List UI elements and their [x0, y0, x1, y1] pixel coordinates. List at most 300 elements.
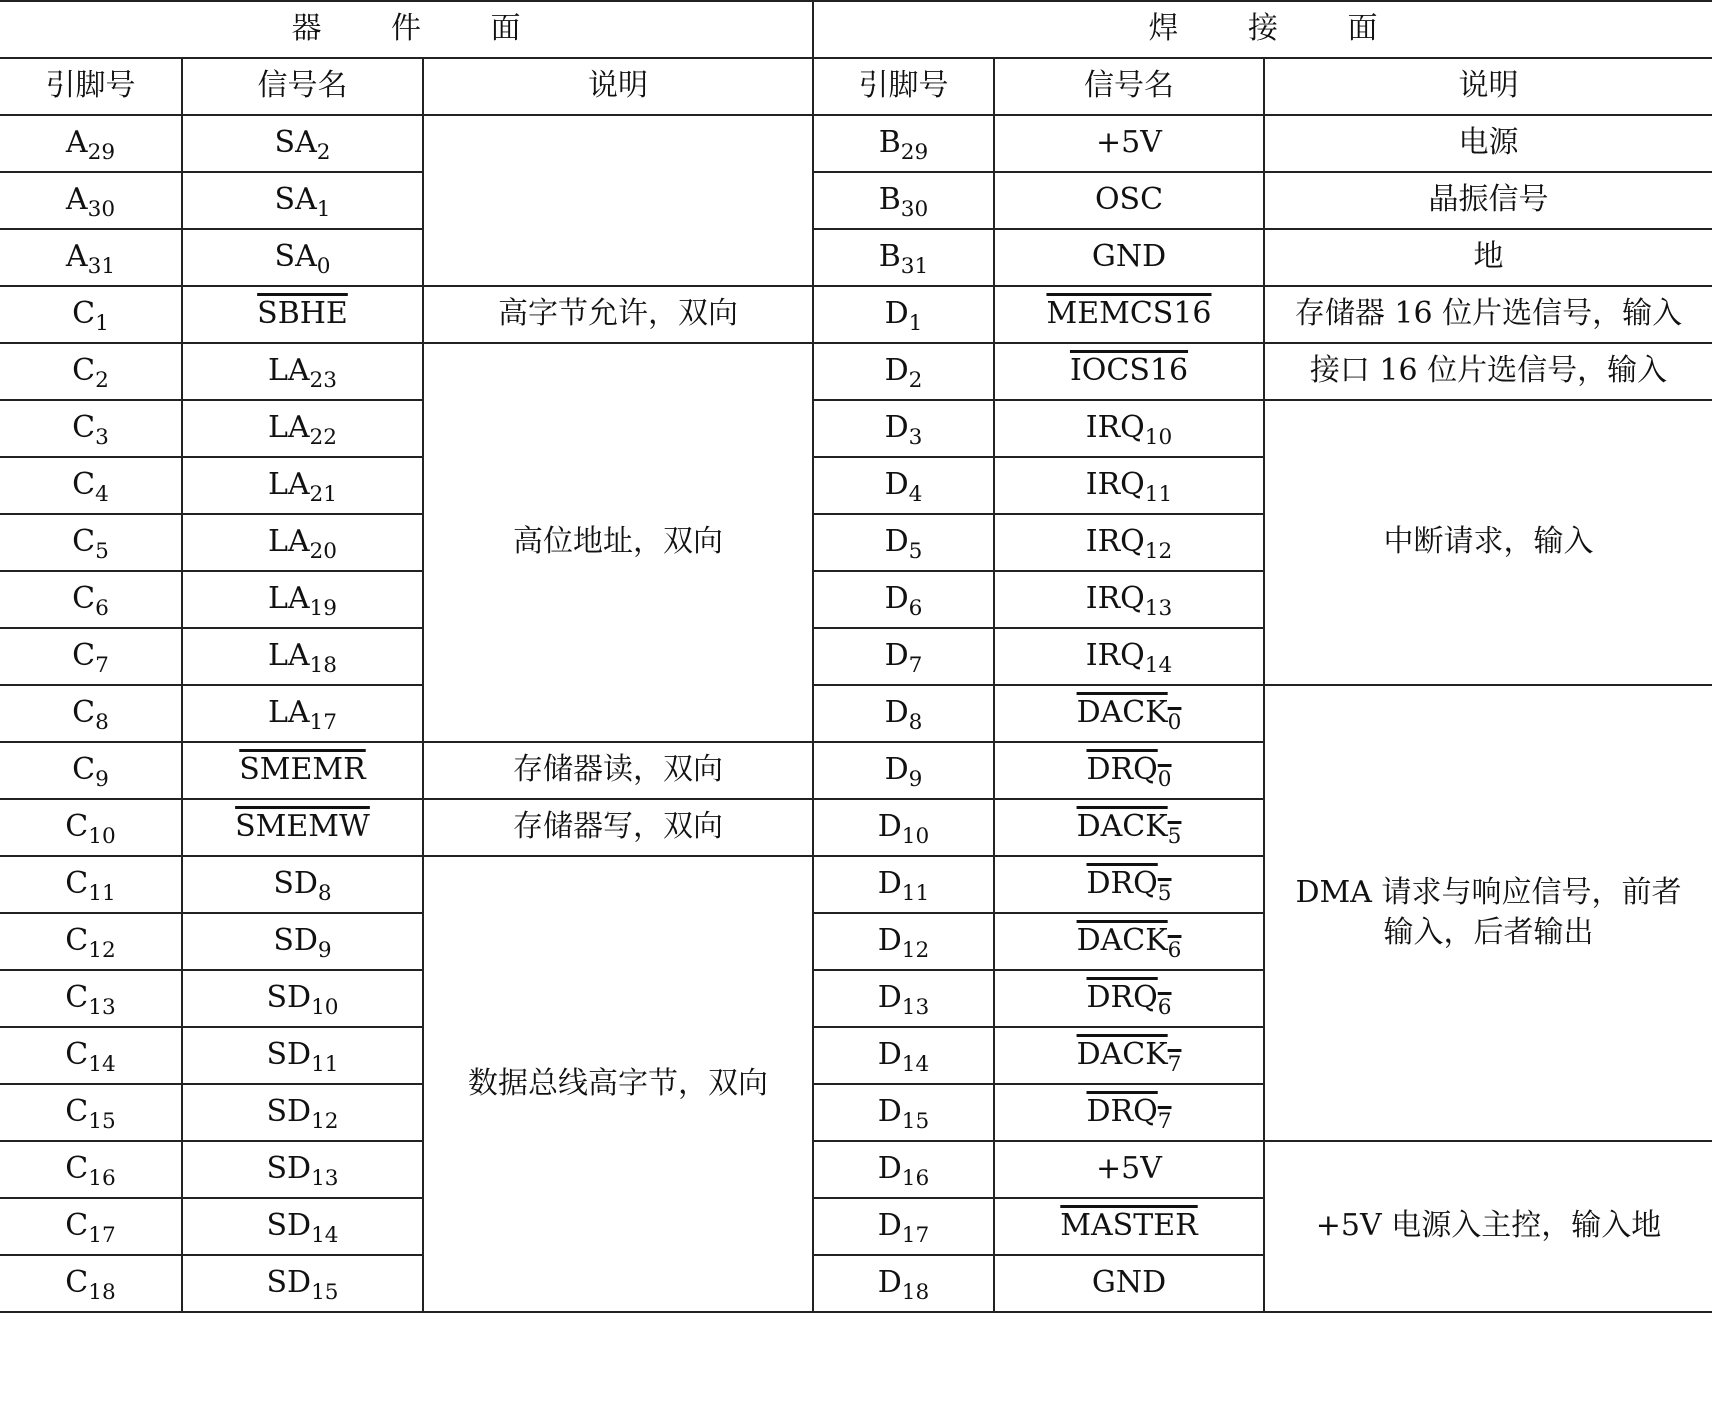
right-signal-subscript: 10	[1144, 425, 1173, 451]
right-pin-subscript: 2	[908, 368, 923, 394]
left-pin-base: A	[65, 239, 88, 275]
table-row	[0, 685, 1712, 742]
right-signal-cell	[994, 628, 1264, 685]
right-pin-cell	[813, 1027, 994, 1084]
right-signal-cell	[994, 571, 1264, 628]
left-pin-base: C	[65, 980, 89, 1016]
right-signal-cell	[994, 286, 1264, 343]
desc-power: 电源	[1264, 115, 1712, 172]
left-signal-text	[239, 752, 365, 787]
left-pin-base: C	[65, 1208, 89, 1244]
left-signal-base: SA	[274, 239, 317, 275]
left-signal-text	[273, 923, 332, 964]
right-pin-text	[877, 1037, 930, 1078]
table-row	[0, 343, 1712, 400]
right-pin-base: B	[878, 125, 901, 161]
right-signal-subscript: 5	[1167, 824, 1182, 850]
right-pin-text	[884, 410, 923, 451]
right-pin-cell	[813, 913, 994, 970]
desc-master: +5V 电源入主控，输入地	[1264, 1141, 1712, 1312]
right-signal-subscript: 12	[1144, 539, 1173, 565]
left-pin-cell	[0, 229, 182, 286]
right-pin-subscript: 14	[901, 1052, 930, 1078]
desc-sbhe: 高字节允许，双向	[423, 286, 813, 343]
left-pin-subscript: 6	[95, 596, 109, 622]
right-signal-cell	[994, 172, 1264, 229]
left-signal-text	[266, 1208, 339, 1249]
left-signal-subscript: 21	[309, 482, 338, 508]
left-desc-header: 说明	[423, 58, 813, 115]
left-signal-text	[274, 182, 331, 223]
desc-dma	[1264, 685, 1712, 1141]
left-signal-text	[235, 809, 370, 844]
right-signal-text	[1060, 1208, 1197, 1243]
left-signal-base: SD	[266, 980, 312, 1016]
left-pin-subscript: 9	[95, 767, 109, 793]
left-pin-base: C	[72, 638, 96, 674]
right-signal-base: IRQ	[1085, 467, 1145, 503]
right-signal-text	[1046, 296, 1211, 331]
left-pin-cell	[0, 799, 182, 856]
right-pin-subscript: 11	[901, 881, 930, 907]
left-pin-text	[65, 923, 116, 964]
left-pin-text	[65, 182, 116, 223]
right-pin-subscript: 10	[901, 824, 930, 850]
right-signal-subscript: 6	[1157, 995, 1172, 1021]
left-signal-base: SD	[266, 1208, 312, 1244]
right-pin-text	[884, 752, 923, 793]
left-pin-subscript: 15	[88, 1109, 116, 1135]
right-signal-subscript: 7	[1157, 1109, 1172, 1135]
left-pin-subscript: 31	[87, 254, 116, 280]
left-signal-subscript: 18	[309, 653, 338, 679]
left-signal-subscript: 11	[311, 1052, 339, 1078]
component-side-title: 器 件 面	[0, 1, 813, 58]
section-header-row	[0, 1, 1712, 58]
right-pin-text	[878, 125, 929, 166]
left-signal-base: SD	[266, 1094, 312, 1130]
left-signal-base: SD	[273, 923, 318, 959]
left-pin-cell	[0, 1027, 182, 1084]
right-signal-cell	[994, 970, 1264, 1027]
left-pin-cell	[0, 856, 182, 913]
right-pin-text	[884, 695, 923, 736]
right-pin-subscript: 30	[900, 197, 929, 223]
right-pin-subscript: 9	[908, 767, 923, 793]
left-signal-cell	[182, 799, 423, 856]
right-signal-cell	[994, 685, 1264, 742]
left-pin-subscript: 11	[88, 881, 116, 907]
left-pin-subscript: 14	[88, 1052, 116, 1078]
left-signal-base: LA	[267, 638, 310, 674]
left-signal-base: LA	[267, 581, 310, 617]
right-pin-text	[877, 1151, 930, 1192]
left-pin-text	[65, 1094, 116, 1135]
left-pin-subscript: 29	[87, 140, 116, 166]
right-signal-text	[1076, 809, 1182, 850]
right-signal-subscript: 6	[1167, 938, 1182, 964]
right-pin-base: D	[884, 638, 909, 674]
left-pin-base: A	[65, 182, 88, 218]
left-signal-cell	[182, 685, 423, 742]
right-signal-base: MASTER	[1060, 1208, 1198, 1244]
right-pin-cell	[813, 1141, 994, 1198]
right-pin-subscript: 6	[908, 596, 923, 622]
left-signal-text	[257, 296, 348, 331]
right-pin-base: D	[877, 1265, 902, 1301]
right-signal-cell	[994, 856, 1264, 913]
right-signal-base: IRQ	[1085, 638, 1145, 674]
left-pin-cell	[0, 514, 182, 571]
left-signal-cell	[182, 571, 423, 628]
right-pin-text	[884, 353, 923, 394]
table-row	[0, 172, 1712, 229]
left-pin-base: C	[65, 923, 89, 959]
left-signal-subscript: 20	[309, 539, 338, 565]
desc-memcs16: 存储器 16 位片选信号，输入	[1264, 286, 1712, 343]
left-signal-subscript: 19	[309, 596, 338, 622]
left-signal-base: LA	[267, 524, 310, 560]
right-signal-subscript: 7	[1167, 1052, 1182, 1078]
right-pin-cell	[813, 1084, 994, 1141]
right-signal-cell	[994, 115, 1264, 172]
desc-high-address: 高位地址，双向	[423, 343, 813, 742]
left-signal-subscript: 22	[309, 425, 338, 451]
left-pin-subscript: 18	[88, 1280, 116, 1306]
desc-osc: 晶振信号	[1264, 172, 1712, 229]
left-pin-base: C	[72, 752, 96, 788]
right-pin-subscript: 5	[908, 539, 923, 565]
right-pin-text	[877, 980, 930, 1021]
left-pin-subscript: 5	[95, 539, 109, 565]
right-pin-subscript: 15	[901, 1109, 930, 1135]
right-signal-base: DACK	[1076, 809, 1168, 845]
left-pin-text	[65, 1265, 116, 1306]
right-signal-text	[1086, 752, 1172, 793]
left-pin-text	[72, 467, 109, 508]
left-signal-header: 信号名	[182, 58, 423, 115]
left-pin-base: C	[72, 695, 96, 731]
right-pin-base: D	[884, 695, 909, 731]
left-signal-subscript: 15	[311, 1280, 339, 1306]
left-pin-cell	[0, 1084, 182, 1141]
right-pin-base: D	[884, 296, 909, 332]
left-signal-subscript: 9	[317, 938, 332, 964]
left-signal-cell	[182, 742, 423, 799]
left-signal-text	[266, 1094, 339, 1135]
left-pin-base: C	[65, 809, 89, 845]
right-signal-text	[1086, 1094, 1172, 1135]
left-signal-subscript: 14	[311, 1223, 339, 1249]
left-signal-cell	[182, 286, 423, 343]
left-pin-base: C	[72, 410, 96, 446]
left-signal-base: LA	[267, 410, 310, 446]
right-signal-cell	[994, 799, 1264, 856]
right-signal-text	[1076, 923, 1182, 964]
left-pin-subscript: 16	[88, 1166, 116, 1192]
right-pin-header: 引脚号	[813, 58, 994, 115]
left-signal-base: SMEMR	[239, 752, 366, 788]
left-pin-cell	[0, 1198, 182, 1255]
right-signal-base: DRQ	[1086, 752, 1158, 788]
table-row	[0, 286, 1712, 343]
left-signal-text	[267, 695, 338, 736]
right-signal-text	[1096, 1151, 1162, 1186]
left-signal-base: SD	[266, 1151, 312, 1187]
right-pin-subscript: 4	[908, 482, 923, 508]
left-pin-subscript: 7	[95, 653, 109, 679]
right-desc-header: 说明	[1264, 58, 1712, 115]
left-pin-subscript: 17	[88, 1223, 116, 1249]
left-signal-base: SA	[274, 182, 317, 218]
right-signal-base: IOCS16	[1069, 353, 1189, 389]
left-signal-cell	[182, 1255, 423, 1312]
right-signal-text	[1092, 1265, 1166, 1300]
right-pin-base: D	[877, 1037, 902, 1073]
left-signal-text	[266, 1037, 339, 1078]
right-signal-text	[1096, 125, 1162, 160]
table-row	[0, 1141, 1712, 1198]
right-pin-cell	[813, 685, 994, 742]
right-pin-text	[877, 809, 930, 850]
left-pin-subscript: 12	[88, 938, 116, 964]
right-pin-base: D	[884, 524, 909, 560]
left-signal-subscript: 12	[311, 1109, 339, 1135]
left-pin-subscript: 3	[95, 425, 109, 451]
left-pin-text	[65, 1037, 116, 1078]
right-pin-text	[884, 467, 923, 508]
table-row	[0, 229, 1712, 286]
left-pin-base: C	[72, 524, 96, 560]
left-signal-cell	[182, 1084, 423, 1141]
left-pin-subscript: 8	[95, 710, 109, 736]
right-pin-cell	[813, 742, 994, 799]
left-pin-base: C	[65, 1151, 89, 1187]
left-pin-subscript: 13	[88, 995, 116, 1021]
left-signal-cell	[182, 1198, 423, 1255]
left-signal-cell	[182, 172, 423, 229]
right-pin-text	[878, 239, 929, 280]
right-signal-text	[1095, 182, 1163, 217]
right-pin-subscript: 7	[908, 653, 923, 679]
right-signal-cell	[994, 400, 1264, 457]
right-signal-subscript: 14	[1144, 653, 1173, 679]
right-pin-base: B	[878, 182, 901, 218]
table-row	[0, 400, 1712, 457]
left-signal-subscript: 0	[316, 254, 331, 280]
left-signal-text	[267, 410, 338, 451]
right-signal-cell	[994, 343, 1264, 400]
left-pin-text	[72, 752, 109, 793]
left-signal-subscript: 13	[311, 1166, 339, 1192]
right-pin-cell	[813, 400, 994, 457]
left-pin-text	[65, 809, 116, 850]
left-pin-cell	[0, 457, 182, 514]
left-pin-subscript: 2	[95, 368, 109, 394]
right-signal-text	[1070, 353, 1188, 388]
desc-dma-line: DMA 请求与响应信号，前者	[1295, 874, 1682, 910]
right-pin-cell	[813, 286, 994, 343]
right-pin-cell	[813, 115, 994, 172]
left-pin-cell	[0, 571, 182, 628]
left-pin-cell	[0, 286, 182, 343]
left-signal-base: LA	[267, 353, 310, 389]
left-pin-text	[72, 638, 109, 679]
right-signal-cell	[994, 913, 1264, 970]
left-signal-cell	[182, 343, 423, 400]
right-pin-subscript: 13	[901, 995, 930, 1021]
right-signal-base: +5V	[1096, 1151, 1162, 1187]
right-pin-cell	[813, 229, 994, 286]
right-pin-cell	[813, 571, 994, 628]
desc-smemr: 存储器读，双向	[423, 742, 813, 799]
left-signal-cell	[182, 1027, 423, 1084]
right-pin-base: D	[877, 1151, 902, 1187]
right-signal-cell	[994, 1141, 1264, 1198]
left-signal-cell	[182, 457, 423, 514]
right-pin-base: B	[878, 239, 901, 275]
right-signal-subscript: 0	[1167, 710, 1182, 736]
desc-data-high-byte: 数据总线高字节，双向	[423, 856, 813, 1312]
left-pin-cell	[0, 913, 182, 970]
right-pin-cell	[813, 172, 994, 229]
right-signal-text	[1086, 866, 1172, 907]
right-pin-base: D	[877, 809, 902, 845]
right-signal-subscript: 11	[1144, 482, 1173, 508]
right-pin-text	[877, 866, 930, 907]
right-pin-cell	[813, 628, 994, 685]
left-signal-subscript: 23	[309, 368, 338, 394]
right-pin-base: D	[877, 1094, 902, 1130]
left-pin-cell	[0, 172, 182, 229]
left-signal-cell	[182, 1141, 423, 1198]
right-signal-cell	[994, 1255, 1264, 1312]
desc-ground: 地	[1264, 229, 1712, 286]
left-pin-text	[72, 524, 109, 565]
left-desc-empty	[423, 115, 813, 286]
left-pin-subscript: 10	[88, 824, 116, 850]
right-signal-base: DACK	[1076, 923, 1168, 959]
right-signal-text	[1085, 524, 1173, 565]
left-pin-cell	[0, 115, 182, 172]
left-signal-cell	[182, 115, 423, 172]
right-signal-text	[1076, 695, 1182, 736]
right-signal-base: IRQ	[1085, 581, 1145, 617]
left-pin-base: C	[65, 1265, 89, 1301]
right-pin-subscript: 12	[901, 938, 930, 964]
right-pin-text	[877, 923, 930, 964]
left-signal-cell	[182, 970, 423, 1027]
right-signal-base: +5V	[1096, 125, 1162, 161]
left-pin-cell	[0, 343, 182, 400]
left-pin-text	[65, 1208, 116, 1249]
right-signal-base: DRQ	[1086, 866, 1158, 902]
solder-side-title: 焊 接 面	[813, 1, 1712, 58]
right-signal-text	[1086, 980, 1172, 1021]
right-pin-base: D	[877, 980, 902, 1016]
left-pin-text	[65, 125, 116, 166]
left-pin-text	[65, 1151, 116, 1192]
left-signal-subscript: 10	[311, 995, 339, 1021]
left-signal-text	[274, 125, 331, 166]
desc-dma-line: 输入，后者输出	[1383, 915, 1594, 950]
left-signal-cell	[182, 514, 423, 571]
left-signal-base: SD	[266, 1037, 312, 1073]
right-signal-text	[1085, 638, 1173, 679]
right-pin-cell	[813, 856, 994, 913]
left-pin-cell	[0, 1255, 182, 1312]
left-pin-text	[65, 239, 116, 280]
right-pin-subscript: 17	[901, 1223, 930, 1249]
left-signal-text	[266, 1151, 339, 1192]
left-pin-text	[65, 980, 116, 1021]
left-signal-base: LA	[267, 467, 310, 503]
left-signal-subscript: 8	[317, 881, 332, 907]
right-pin-cell	[813, 799, 994, 856]
right-signal-text	[1085, 467, 1173, 508]
left-pin-text	[72, 353, 109, 394]
left-signal-base: SD	[266, 1265, 312, 1301]
left-signal-base: SD	[273, 866, 318, 902]
left-pin-base: C	[65, 866, 89, 902]
left-pin-base: C	[65, 1094, 89, 1130]
left-signal-cell	[182, 913, 423, 970]
right-pin-base: D	[884, 353, 909, 389]
desc-irq: 中断请求，输入	[1264, 400, 1712, 685]
right-pin-text	[878, 182, 929, 223]
left-signal-text	[267, 638, 338, 679]
right-signal-base: IRQ	[1085, 524, 1145, 560]
right-pin-subscript: 8	[908, 710, 923, 736]
left-pin-text	[72, 410, 109, 451]
right-signal-base: GND	[1091, 1265, 1167, 1301]
left-signal-base: SBHE	[257, 296, 348, 332]
left-pin-base: A	[65, 125, 88, 161]
right-pin-cell	[813, 1255, 994, 1312]
right-signal-base: GND	[1091, 239, 1167, 275]
right-pin-subscript: 18	[901, 1280, 930, 1306]
right-signal-cell	[994, 1027, 1264, 1084]
left-pin-subscript: 30	[87, 197, 116, 223]
left-pin-cell	[0, 400, 182, 457]
right-signal-text	[1076, 1037, 1182, 1078]
desc-smemw: 存储器写，双向	[423, 799, 813, 856]
left-signal-text	[267, 353, 338, 394]
left-signal-text	[266, 1265, 339, 1306]
left-pin-base: C	[72, 467, 96, 503]
right-signal-cell	[994, 1198, 1264, 1255]
right-pin-subscript: 3	[908, 425, 923, 451]
right-pin-subscript: 16	[901, 1166, 930, 1192]
right-signal-subscript: 5	[1157, 881, 1172, 907]
right-signal-subscript: 13	[1144, 596, 1173, 622]
desc-iocs16: 接口 16 位片选信号，输入	[1264, 343, 1712, 400]
left-signal-cell	[182, 628, 423, 685]
left-signal-text	[266, 980, 339, 1021]
right-pin-base: D	[877, 866, 902, 902]
left-pin-text	[72, 581, 109, 622]
left-pin-base: C	[72, 353, 96, 389]
left-signal-text	[274, 239, 331, 280]
right-signal-base: IRQ	[1085, 410, 1145, 446]
right-pin-text	[877, 1208, 930, 1249]
right-signal-cell	[994, 457, 1264, 514]
right-pin-subscript: 29	[900, 140, 929, 166]
left-signal-text	[267, 581, 338, 622]
left-pin-subscript: 1	[95, 311, 109, 337]
right-signal-text	[1085, 410, 1173, 451]
right-pin-text	[884, 524, 923, 565]
